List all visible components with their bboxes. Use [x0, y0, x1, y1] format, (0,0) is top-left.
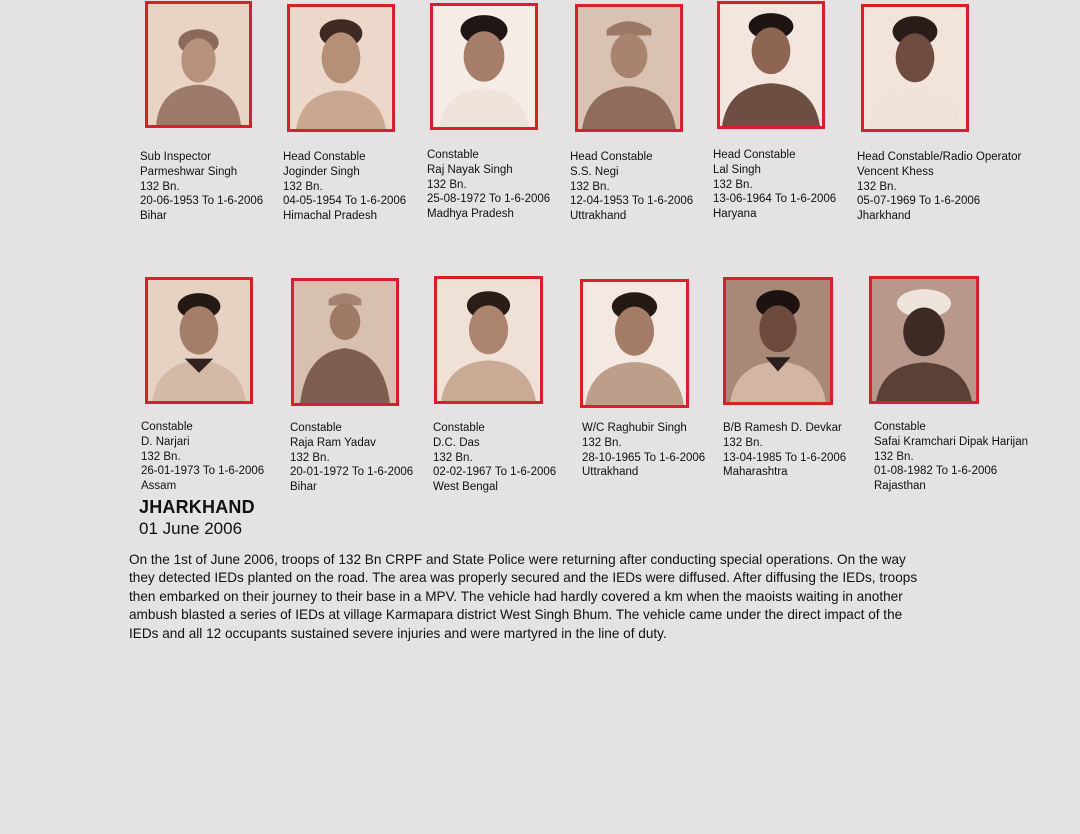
name: Lal Singh [713, 163, 761, 176]
narrative-line: they detected IEDs planted on the road. The area was properly secured and the IEDs were diffused. After diffusing the IEDs, troops [129, 570, 918, 586]
name: D. Narjari [141, 435, 190, 448]
unit: 132 Bn. [427, 178, 467, 191]
rank: Head Constable [283, 151, 366, 163]
narrative-line: On the 1st of June 2006, troops of 132 Bn CRPF and State Police were returning after conducting special operations. On the way [129, 552, 906, 567]
unit: 132 Bn. [141, 450, 181, 463]
unit: 132 Bn. [283, 180, 323, 193]
home-state: Rajasthan [874, 480, 926, 493]
narrative-line: ambush blasted a series of IEDs at village Karmapara district West Singh Bhum. The vehicle came under the direct impact of the [129, 607, 903, 623]
service-dates: 28-10-1965 To 1-6-2006 [582, 451, 706, 464]
name: Joginder Singh [283, 165, 360, 178]
rank: Constable [433, 422, 485, 434]
rank: Constable [874, 421, 926, 433]
home-state: Uttrakhand [570, 210, 627, 223]
name: Safai Kramchari Dipak Harijan [874, 435, 1029, 448]
rank: Head Constable [570, 151, 653, 163]
portrait-photo [430, 3, 538, 130]
service-dates: 13-06-1964 To 1-6-2006 [713, 193, 837, 206]
service-dates: 26-01-1973 To 1-6-2006 [141, 465, 265, 478]
portrait-photo [145, 1, 252, 128]
service-dates: 25-08-1972 To 1-6-2006 [427, 193, 551, 206]
portrait-photo [723, 277, 833, 405]
name: D.C. Das [433, 436, 480, 449]
rank: Constable [290, 422, 342, 434]
portrait-photo [287, 4, 395, 132]
unit: 132 Bn. [723, 436, 763, 449]
unit: 132 Bn. [874, 450, 914, 463]
portrait-photo [869, 276, 979, 404]
name: Parmeshwar Singh [140, 165, 238, 178]
service-dates: 05-07-1969 To 1-6-2006 [857, 195, 981, 208]
unit: 132 Bn. [433, 451, 473, 464]
service-dates: 20-01-1972 To 1-6-2006 [290, 466, 414, 479]
portrait-photo [861, 4, 969, 132]
rank: Head Constable/Radio Operator [857, 151, 1022, 163]
narrative-line: IEDs and all 12 occupants sustained severe injuries and were martyred in the line of duty. [129, 625, 667, 641]
service-dates: 20-06-1953 To 1-6-2006 [140, 195, 264, 208]
incident-state-title: JHARKHAND [139, 497, 255, 517]
service-dates: 13-04-1985 To 1-6-2006 [723, 451, 847, 464]
service-dates: 01-08-1982 To 1-6-2006 [874, 465, 998, 478]
incident-date: 01 June 2006 [139, 519, 243, 538]
portrait-photo [580, 279, 689, 408]
home-state: West Bengal [433, 481, 498, 494]
home-state: Madhya Pradesh [427, 208, 514, 221]
name: S.S. Negi [570, 165, 619, 178]
home-state: Assam [141, 480, 177, 493]
service-dates: 12-04-1953 To 1-6-2006 [570, 195, 694, 208]
home-state: Bihar [290, 481, 317, 494]
home-state: Maharashtra [723, 466, 788, 479]
incident-narrative [129, 551, 1009, 643]
home-state: Uttrakhand [582, 466, 639, 479]
home-state: Himachal Pradesh [283, 210, 377, 223]
name: Raj Nayak Singh [427, 163, 513, 176]
portrait-photo [291, 278, 399, 406]
unit: 132 Bn. [713, 178, 753, 191]
unit: 132 Bn. [570, 180, 610, 193]
rank: Constable [427, 149, 479, 161]
unit: 132 Bn. [140, 180, 180, 193]
name: Vencent Khess [857, 165, 934, 178]
service-dates: 02-02-1967 To 1-6-2006 [433, 466, 557, 479]
home-state: Haryana [713, 208, 757, 221]
rank: B/B Ramesh D. Devkar [723, 422, 842, 434]
rank: W/C Raghubir Singh [582, 422, 687, 434]
portrait-photo [575, 4, 683, 132]
rank: Sub Inspector [140, 151, 211, 163]
unit: 132 Bn. [582, 436, 622, 449]
portrait-photo [434, 276, 543, 404]
unit: 132 Bn. [290, 451, 330, 464]
unit: 132 Bn. [857, 180, 897, 193]
portrait-photo [717, 1, 825, 129]
home-state: Jharkhand [857, 210, 911, 223]
home-state: Bihar [140, 210, 167, 223]
portrait-photo [145, 277, 253, 404]
rank: Head Constable [713, 149, 796, 161]
service-dates: 04-05-1954 To 1-6-2006 [283, 195, 407, 208]
name: Raja Ram Yadav [290, 436, 376, 449]
rank: Constable [141, 421, 193, 433]
narrative-line: then embarked on their journey to their base in a MPV. The vehicle had hardly covered a km when the maoists waiting in another [129, 588, 903, 604]
